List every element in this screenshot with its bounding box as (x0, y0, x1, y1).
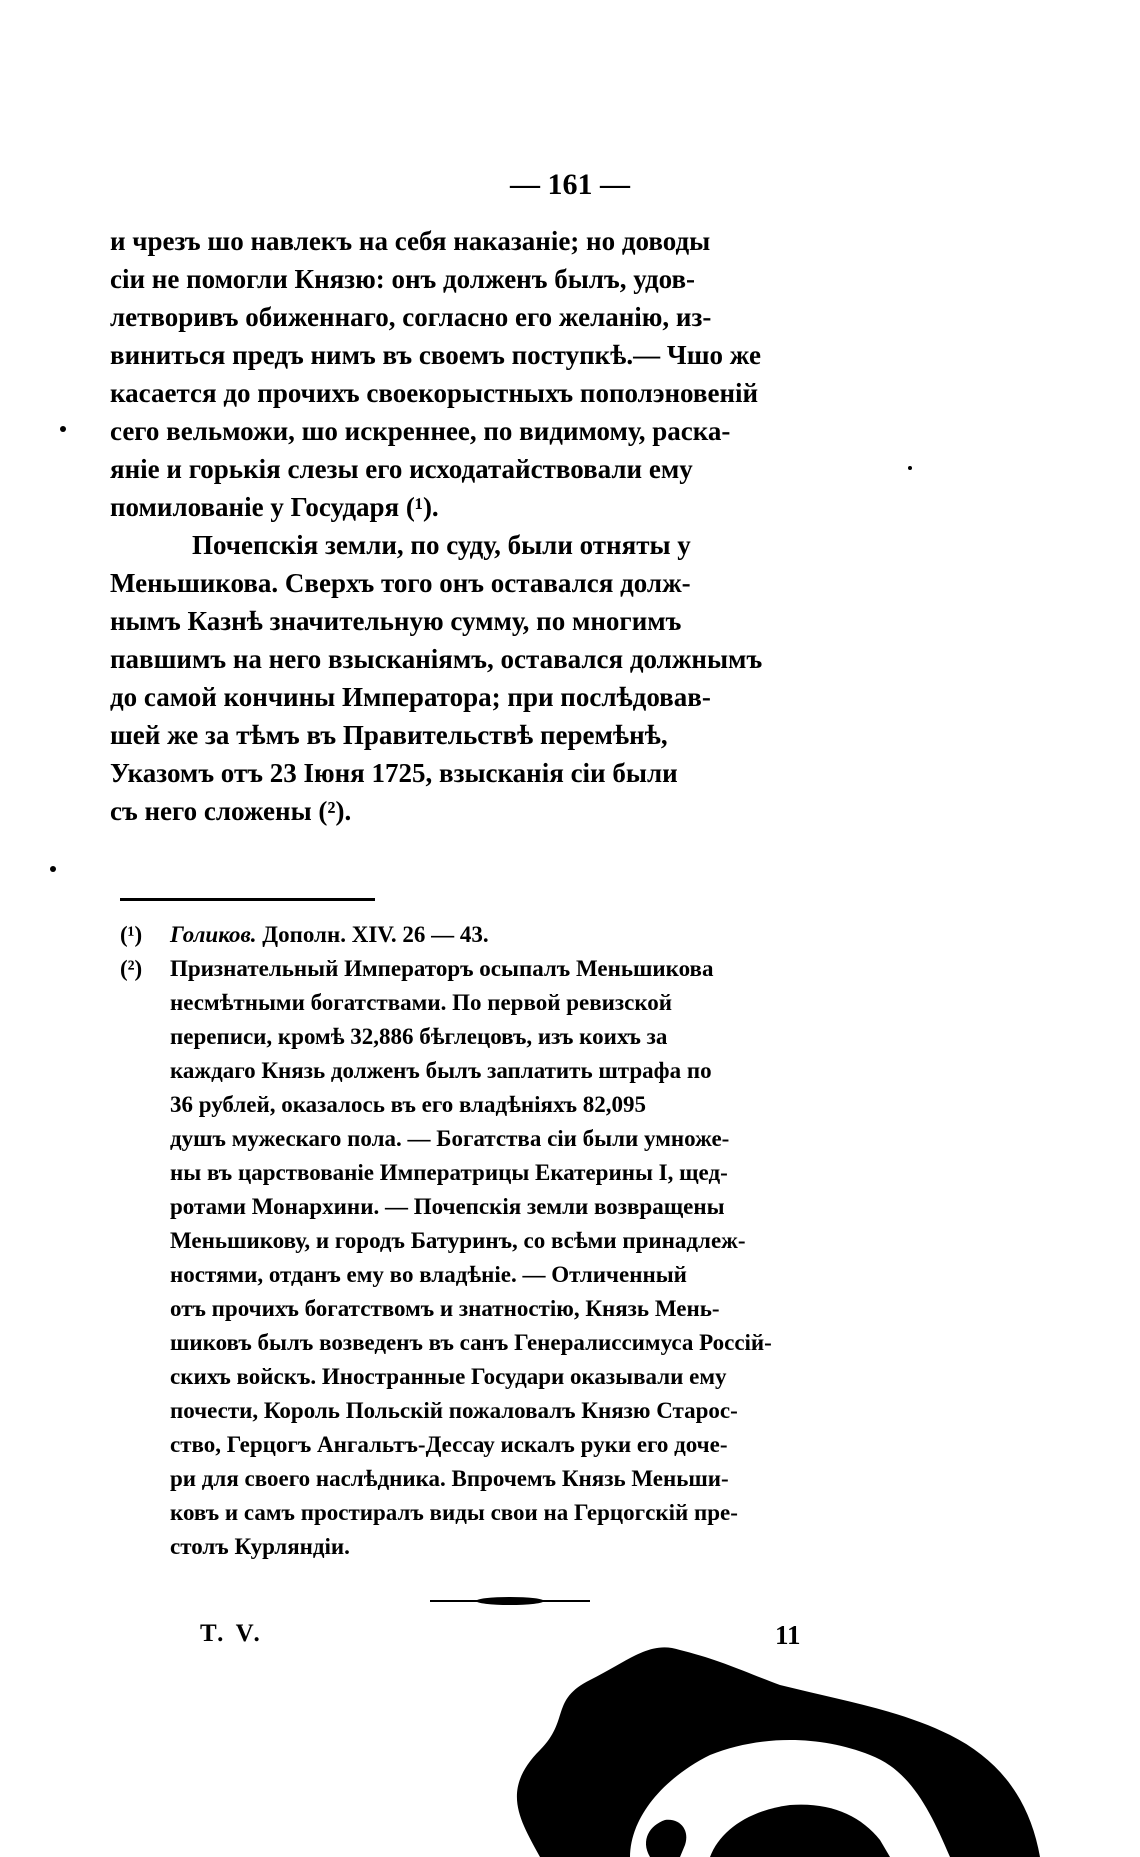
footnote-mark: (¹) (120, 922, 143, 947)
footnote-line: переписи, кромѣ 32,886 бѣглецовъ, изъ коихъ за (170, 1024, 668, 1049)
footnote-line: каждаго Князь долженъ былъ заплатить штрафа по (170, 1058, 712, 1083)
footnote-line: отъ прочихъ богатствомъ и знатностію, Князь Мень- (170, 1296, 720, 1321)
text-line: до самой кончины Императора; при послѣдовав- (110, 682, 711, 712)
footnote-line: ны въ царствованіе Императрицы Екатерины I, щед- (170, 1160, 728, 1185)
footnote-line: 36 рублей, оказалось въ его владѣніяхъ 82,095 (170, 1092, 647, 1117)
footnote-line: ри для своего наслѣдника. Впрочемъ Князь Меньши- (170, 1466, 729, 1491)
page-number: — 161 — (510, 168, 630, 201)
footnote-line: Меньшикову, и городъ Батуринъ, со всѣми принадлеж- (170, 1228, 746, 1253)
text-line: Почепскія земли, по суду, были отняты у (192, 530, 691, 560)
ink-speck (50, 866, 56, 872)
footnote-line: скихъ войскъ. Иностранные Государи оказывали ему (170, 1364, 727, 1389)
ornament-divider (430, 1596, 590, 1606)
text-line: съ него сложены (²). (110, 796, 352, 826)
text-line: павшимъ на него взысканіямъ, оставался должнымъ (110, 644, 763, 674)
footnote-line: Признательный Императоръ осыпалъ Меньшикова (170, 956, 714, 981)
footnote-mark: (²) (120, 956, 143, 981)
footnote-line: столъ Курляндіи. (170, 1534, 350, 1559)
footnote-source-italic: Голиков. (170, 922, 257, 947)
ink-blot (480, 1640, 1040, 1857)
footnote-rule (120, 898, 375, 901)
text-line: виниться предъ нимъ въ своемъ поступкѣ.— Чшо же (110, 340, 761, 370)
footnote-line: ностями, отданъ ему во владѣніе. — Отличенный (170, 1262, 687, 1287)
text-line: шей же за тѣмъ въ Правительствѣ перемѣнѣ, (110, 720, 668, 750)
footnote-line: ство, Герцогъ Ангальтъ-Дессау искалъ руки его доче- (170, 1432, 728, 1457)
text-line: Указомъ отъ 23 Іюня 1725, взысканія сіи были (110, 758, 678, 788)
text-line: сіи не помогли Князю: онъ долженъ былъ, удов- (110, 264, 696, 294)
footnote-line: ковъ и самъ простиралъ виды свои на Герцогскій пре- (170, 1500, 738, 1525)
footnote-source-rest: Дополн. XIV. 26 — 43. (262, 922, 489, 947)
footnote-1 (120, 918, 895, 952)
text-line: касается до прочихъ своекорыстныхъ пополэновеній (110, 378, 759, 408)
main-text (110, 222, 895, 830)
footnote-line: ротами Монархини. — Почепскія земли возвращены (170, 1194, 725, 1219)
footnotes (120, 918, 895, 1564)
ink-speck (60, 426, 66, 432)
text-line: помилованіе у Государя (¹). (110, 492, 439, 522)
text-line: летворивъ обиженнаго, согласно его желанію, из- (110, 302, 712, 332)
footnote-2 (120, 952, 895, 1564)
text-line: Меньшикова. Сверхъ того онъ оставался долж- (110, 568, 691, 598)
footnote-line: шиковъ былъ возведенъ въ санъ Генералиссимуса Россій- (170, 1330, 772, 1355)
text-line: и чрезъ шо навлекъ на себя наказаніе; но доводы (110, 226, 711, 256)
text-line: нымъ Казнѣ значительную сумму, по многимъ (110, 606, 682, 636)
footnote-line: несмѣтными богатствами. По первой ревизской (170, 990, 673, 1015)
footnote-line: душъ мужескаго пола. — Богатства сіи были умноже- (170, 1126, 730, 1151)
text-line: сего вельможи, шо искреннее, по видимому, раска- (110, 416, 731, 446)
text-line: яніе и горькія слезы его исходатайствовали ему (110, 454, 693, 484)
signature-mark-left: Т. V. (200, 1620, 263, 1647)
footnote-line: почести, Король Польскій пожаловалъ Князю Старос- (170, 1398, 738, 1423)
ink-speck (908, 466, 912, 470)
signature-mark-right: 11 (775, 1620, 801, 1650)
